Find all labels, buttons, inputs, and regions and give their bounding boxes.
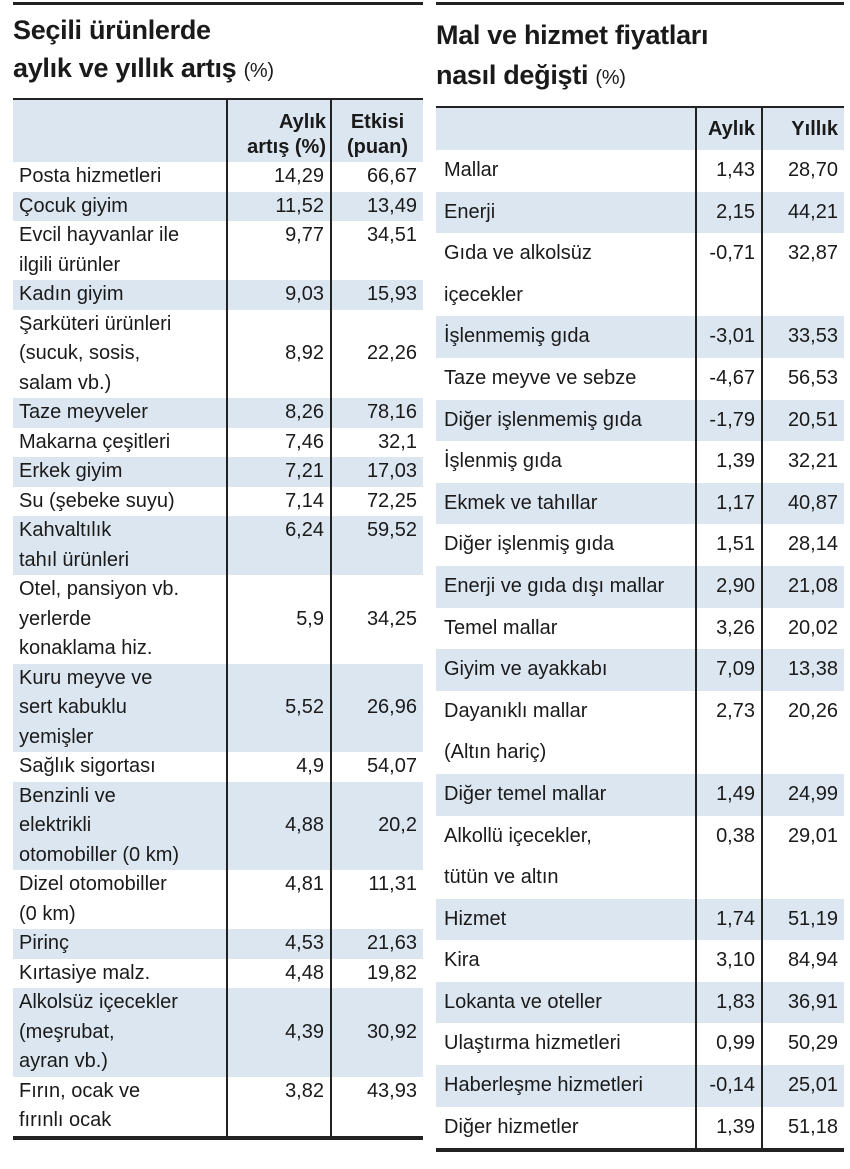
row-label: Pirinç	[13, 929, 227, 959]
row-monthly: 7,46	[227, 428, 331, 458]
row-label: Dayanıklı mallar (Altın hariç)	[436, 691, 696, 774]
row-label: Diğer temel mallar	[436, 774, 696, 816]
row-monthly: 2,90	[696, 566, 762, 608]
table-row	[436, 358, 844, 400]
row-label: Erkek giyim	[13, 457, 227, 487]
row-label: Dizel otomobiller (0 km)	[13, 870, 227, 929]
table-row	[436, 566, 844, 608]
row-label: Gıda ve alkolsüz içecekler	[436, 233, 696, 316]
row-effect: 22,26	[366, 342, 417, 364]
table-row	[436, 608, 844, 650]
row-monthly: 1,17	[696, 483, 762, 525]
row-monthly: 7,21	[227, 457, 331, 487]
table-row	[436, 524, 844, 566]
row-monthly: 7,09	[696, 649, 762, 691]
row-monthly: 5,9	[227, 575, 331, 664]
row-yearly: 33,53	[787, 325, 838, 348]
row-label: Evcil hayvanlar ile ilgili ürünler	[13, 221, 227, 280]
row-yearly: 21,08	[787, 574, 838, 597]
row-monthly: 0,99	[696, 1023, 762, 1065]
row-effect: 54,07	[366, 755, 417, 777]
row-monthly: 1,74	[696, 899, 762, 941]
row-label: Diğer işlenmiş gıda	[436, 524, 696, 566]
row-effect: 32,1	[378, 430, 417, 453]
row-yearly: 56,53	[787, 366, 838, 389]
row-monthly: 11,52	[227, 192, 331, 222]
table-row	[436, 1065, 844, 1107]
row-monthly: -4,67	[696, 358, 762, 400]
row-monthly: 1,43	[696, 150, 762, 192]
row-monthly: 4,88	[227, 782, 331, 871]
table-row	[13, 310, 423, 399]
row-monthly: 3,82	[227, 1077, 331, 1138]
row-effect: 72,25	[366, 489, 417, 512]
row-monthly: -1,79	[696, 400, 762, 442]
row-label: İşlenmemiş gıda	[436, 316, 696, 358]
row-label: Kadın giyim	[13, 280, 227, 310]
row-yearly: 20,51	[787, 408, 838, 431]
row-monthly: 8,26	[227, 398, 331, 428]
row-label: Mallar	[436, 150, 696, 192]
row-label: Su (şebeke suyu)	[13, 487, 227, 517]
row-effect: 66,67	[366, 165, 417, 187]
header-monthly: Aylık artış (%)	[227, 99, 331, 162]
row-effect: 20,2	[378, 814, 417, 836]
table-row	[436, 691, 844, 774]
row-effect: 26,96	[366, 696, 417, 718]
row-label: Alkolsüz içecekler (meşrubat, ayran vb.)	[13, 988, 227, 1077]
row-yearly: 20,26	[787, 699, 838, 722]
row-monthly: 7,14	[227, 487, 331, 517]
row-effect: 78,16	[366, 401, 417, 423]
row-yearly: 50,29	[787, 1032, 838, 1055]
row-monthly: 14,29	[227, 162, 331, 192]
row-label: Taze meyve ve sebze	[436, 358, 696, 400]
header-yearly: Yıllık	[791, 117, 838, 140]
row-monthly: 1,51	[696, 524, 762, 566]
row-label: Enerji ve gıda dışı mallar	[436, 566, 696, 608]
row-label: Kırtasiye malz.	[13, 959, 227, 989]
row-yearly: 28,14	[787, 533, 838, 556]
table-row	[13, 457, 423, 487]
row-yearly: 13,38	[787, 658, 838, 681]
row-monthly: 2,15	[696, 192, 762, 234]
table-row	[436, 233, 844, 316]
row-effect: 17,03	[366, 460, 417, 482]
table-row	[13, 428, 423, 458]
row-monthly: -0,71	[696, 233, 762, 316]
right-unit: (%)	[595, 67, 626, 89]
row-label: Ulaştırma hizmetleri	[436, 1023, 696, 1065]
table-row	[436, 192, 844, 234]
row-label: Temel mallar	[436, 608, 696, 650]
table-row	[436, 982, 844, 1024]
row-label: Çocuk giyim	[13, 192, 227, 222]
row-effect: 21,63	[366, 932, 417, 954]
row-yearly: 32,21	[787, 450, 838, 473]
table-row	[436, 150, 844, 192]
row-yearly: 40,87	[787, 491, 838, 514]
row-label: Hizmet	[436, 899, 696, 941]
row-monthly: 6,24	[227, 516, 331, 575]
row-monthly: 0,38	[696, 816, 762, 899]
row-label: Kuru meyve ve sert kabuklu yemişler	[13, 664, 227, 753]
left-title-line1: Seçili ürünlerde	[13, 15, 211, 45]
left-title-line2: aylık ve yıllık artış (%)	[13, 53, 274, 83]
header-blank	[436, 107, 696, 150]
row-effect: 15,93	[366, 283, 417, 305]
row-label: Diğer işlenmemiş gıda	[436, 400, 696, 442]
row-label: Alkollü içecekler, tütün ve altın	[436, 816, 696, 899]
row-label: Ekmek ve tahıllar	[436, 483, 696, 525]
row-label: Kira	[436, 940, 696, 982]
table-row	[13, 929, 423, 959]
row-effect: 43,93	[366, 1079, 417, 1102]
table-header	[436, 107, 844, 150]
row-monthly: 1,49	[696, 774, 762, 816]
row-effect: 59,52	[366, 519, 417, 541]
row-yearly: 44,21	[787, 200, 838, 223]
row-monthly: -0,14	[696, 1065, 762, 1107]
row-monthly: -3,01	[696, 316, 762, 358]
table-row	[13, 575, 423, 664]
row-label: Makarna çeşitleri	[13, 428, 227, 458]
row-yearly: 24,99	[787, 782, 838, 805]
table-row	[13, 782, 423, 871]
right-title-line2: nasıl değişti (%)	[436, 60, 626, 90]
row-monthly: 2,73	[696, 691, 762, 774]
table-row	[13, 162, 423, 192]
row-monthly: 4,48	[227, 959, 331, 989]
row-label: İşlenmiş gıda	[436, 441, 696, 483]
row-monthly: 3,10	[696, 940, 762, 982]
row-label: Sağlık sigortası	[13, 752, 227, 782]
row-yearly: 51,18	[787, 1115, 838, 1138]
row-effect: 30,92	[366, 1020, 417, 1043]
header-effect: Etkisi (puan)	[346, 111, 409, 158]
row-yearly: 25,01	[787, 1074, 838, 1097]
row-yearly: 32,87	[787, 242, 838, 265]
row-label: Şarküteri ürünleri (sucuk, sosis, salam vb.)	[13, 310, 227, 399]
selected-products-panel	[13, 0, 423, 1140]
row-label: Lokanta ve oteller	[436, 982, 696, 1024]
row-monthly: 1,83	[696, 982, 762, 1024]
row-monthly: 4,81	[227, 870, 331, 929]
row-effect: 19,82	[366, 961, 417, 984]
right-title-line1: Mal ve hizmet fiyatları	[436, 20, 709, 50]
table-row	[436, 441, 844, 483]
row-label: Fırın, ocak ve fırınlı ocak	[13, 1077, 227, 1138]
table-row	[13, 221, 423, 280]
table-row	[13, 192, 423, 222]
table-row	[436, 774, 844, 816]
row-label: Posta hizmetleri	[13, 162, 227, 192]
row-label: Otel, pansiyon vb. yerlerde konaklama hiz.	[13, 575, 227, 664]
table-row	[436, 400, 844, 442]
row-label: Taze meyveler	[13, 398, 227, 428]
table-row	[436, 940, 844, 982]
row-yearly: 28,70	[787, 159, 838, 181]
header-blank	[13, 99, 227, 162]
row-label: Diğer hizmetler	[436, 1107, 696, 1151]
row-label: Kahvaltılık tahıl ürünleri	[13, 516, 227, 575]
selected-products-table	[13, 98, 423, 1140]
table-row	[13, 752, 423, 782]
row-label: Giyim ve ayakkabı	[436, 649, 696, 691]
row-monthly: 9,03	[227, 280, 331, 310]
row-label: Haberleşme hizmetleri	[436, 1065, 696, 1107]
table-row	[13, 280, 423, 310]
table-row	[436, 1107, 844, 1151]
top-rule	[436, 2, 844, 5]
table-row	[13, 516, 423, 575]
row-monthly: 1,39	[696, 441, 762, 483]
row-effect: 11,31	[368, 873, 417, 895]
left-title	[13, 11, 423, 90]
row-effect: 13,49	[366, 194, 417, 217]
header-monthly: Aylık	[696, 107, 762, 150]
table-row	[13, 664, 423, 753]
row-yearly: 51,19	[787, 907, 838, 930]
row-monthly: 3,26	[696, 608, 762, 650]
row-yearly: 36,91	[787, 990, 838, 1013]
row-monthly: 4,53	[227, 929, 331, 959]
table-header	[13, 99, 423, 162]
row-effect: 34,51	[366, 224, 417, 246]
row-monthly: 9,77	[227, 221, 331, 280]
row-effect: 34,25	[366, 607, 417, 630]
table-row	[436, 649, 844, 691]
table-row	[13, 959, 423, 989]
table-row	[13, 988, 423, 1077]
table-row	[436, 899, 844, 941]
table-row	[13, 1077, 423, 1138]
table-row	[436, 483, 844, 525]
table-row	[13, 487, 423, 517]
row-monthly: 8,92	[227, 310, 331, 399]
table-row	[436, 316, 844, 358]
row-monthly: 1,39	[696, 1107, 762, 1151]
table-row	[13, 870, 423, 929]
table-row	[436, 1023, 844, 1065]
row-monthly: 4,9	[227, 752, 331, 782]
row-label: Enerji	[436, 192, 696, 234]
row-monthly: 5,52	[227, 664, 331, 753]
row-label: Benzinli ve elektrikli otomobiller (0 km)	[13, 782, 227, 871]
table-row	[13, 398, 423, 428]
row-yearly: 20,02	[787, 616, 838, 639]
top-rule	[13, 2, 423, 5]
row-yearly: 84,94	[787, 949, 838, 972]
goods-services-panel	[436, 0, 844, 1152]
right-title	[436, 15, 844, 98]
table-row	[436, 816, 844, 899]
left-unit: (%)	[243, 60, 274, 82]
row-monthly: 4,39	[227, 988, 331, 1077]
goods-services-table	[436, 106, 844, 1152]
row-yearly: 29,01	[787, 824, 838, 847]
